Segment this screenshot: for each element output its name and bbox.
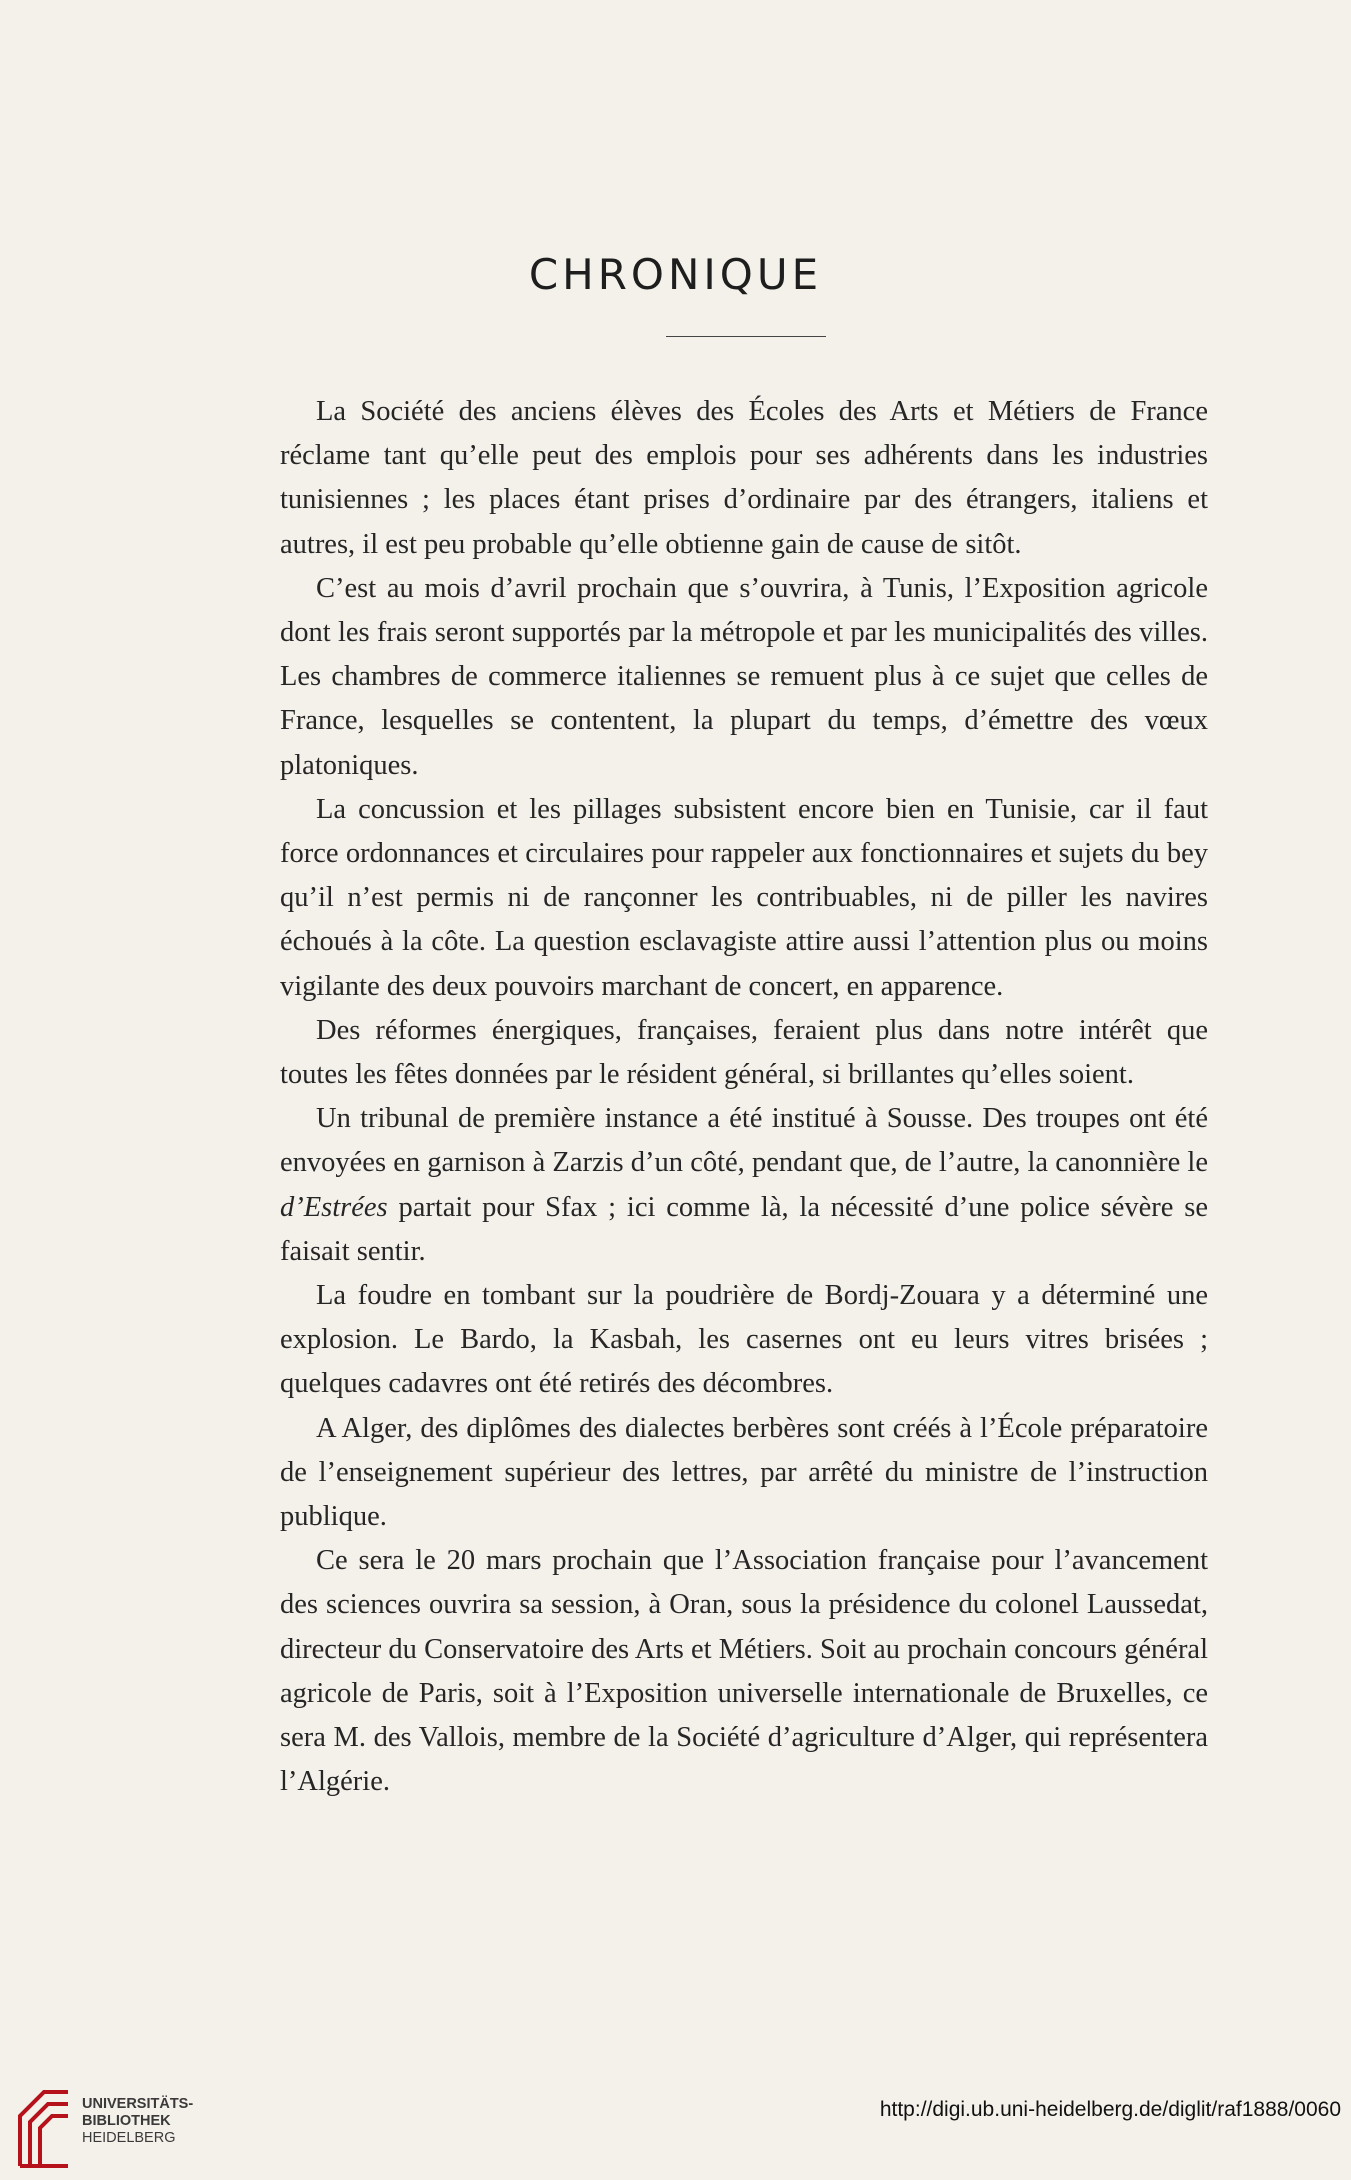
ship-name: d’Estrées [280, 1191, 388, 1223]
library-name-line-2: BIBLIOTHEK [82, 2113, 171, 2129]
library-name [82, 2096, 193, 2147]
page-title: CHRONIQUE [528, 250, 823, 299]
article-body [280, 390, 1208, 1805]
paragraph-5-text-b: partait pour Sfax ; ici comme là, la nécessité d’une police sévère se faisait sentir. [280, 1191, 1208, 1267]
paragraph-2: C’est au mois d’avril prochain que s’ouvrira, à Tunis, l’Exposition agricole dont les frais seront supportés par la métropole et par les municipalités des villes. Les chambres de commerce italiennes se remuent plus à ce sujet que celles de France, lesquelles se contentent, la plupart du temps, d’émettre des vœux platoniques. [280, 572, 1208, 781]
library-logo-icon [14, 2086, 74, 2170]
footer-bar [0, 2086, 1351, 2180]
paragraph-7: A Alger, des diplômes des dialectes berbères sont créés à l’École préparatoire de l’enseignement supérieur des lettres, par arrêté du ministre de l’instruction publique. [280, 1412, 1208, 1533]
paragraph-4: Des réformes énergiques, françaises, feraient plus dans notre intérêt que toutes les fêtes données par le résident général, si brillantes qu’elles soient. [280, 1014, 1208, 1091]
paragraph-5-text-a: Un tribunal de première instance a été institué à Sousse. Des troupes ont été envoyées en garnison à Zarzis d’un côté, pendant que, de l’autre, la canonnière le [280, 1103, 1208, 1179]
paragraph-1: La Société des anciens élèves des Écoles des Arts et Métiers de France réclame tant qu’elle peut des emplois pour ses adhérents dans les industries tunisiennes ; les places étant prises d’ordinaire par des étrangers, italiens et autres, il est peu probable qu’elle obtienne gain de cause de sitôt. [280, 396, 1208, 560]
title-divider [666, 336, 826, 337]
paragraph-3: La concussion et les pillages subsistent encore bien en Tunisie, car il faut force ordonnances et circulaires pour rappeler aux fonctionnaires et sujets du bey qu’il n’est permis ni de rançonner les contribuables, ni de piller les navires échoués à la côte. La question esclavagiste attire aussi l’attention plus ou moins vigilante des deux pouvoirs marchant de concert, en apparence. [280, 793, 1208, 1002]
library-name-line-1: UNIVERSITÄTS- [82, 2096, 194, 2112]
paragraph-8: Ce sera le 20 mars prochain que l’Association française pour l’avancement des sciences ouvrira sa session, à Oran, sous la présidence du colonel Laussedat, directeur du Conservatoire des Arts et Métiers. Soit au prochain concours général agricole de Paris, soit à l’Exposition universelle internationale de Bruxelles, ce sera M. des Vallois, membre de la Société d’agriculture d’Alger, qui représentera l’Algérie. [280, 1545, 1208, 1798]
library-name-line-3: HEIDELBERG [82, 2130, 176, 2146]
paragraph-5 [280, 1097, 1208, 1274]
paragraph-6: La foudre en tombant sur la poudrière de Bordj-Zouara y a déterminé une explosion. Le Bardo, la Kasbah, les casernes ont eu leurs vitres brisées ; quelques cadavres ont été retirés des décombres. [280, 1280, 1208, 1400]
source-url-link[interactable]: http://digi.ub.uni-heidelberg.de/diglit/raf1888/0060 [879, 2098, 1341, 2121]
